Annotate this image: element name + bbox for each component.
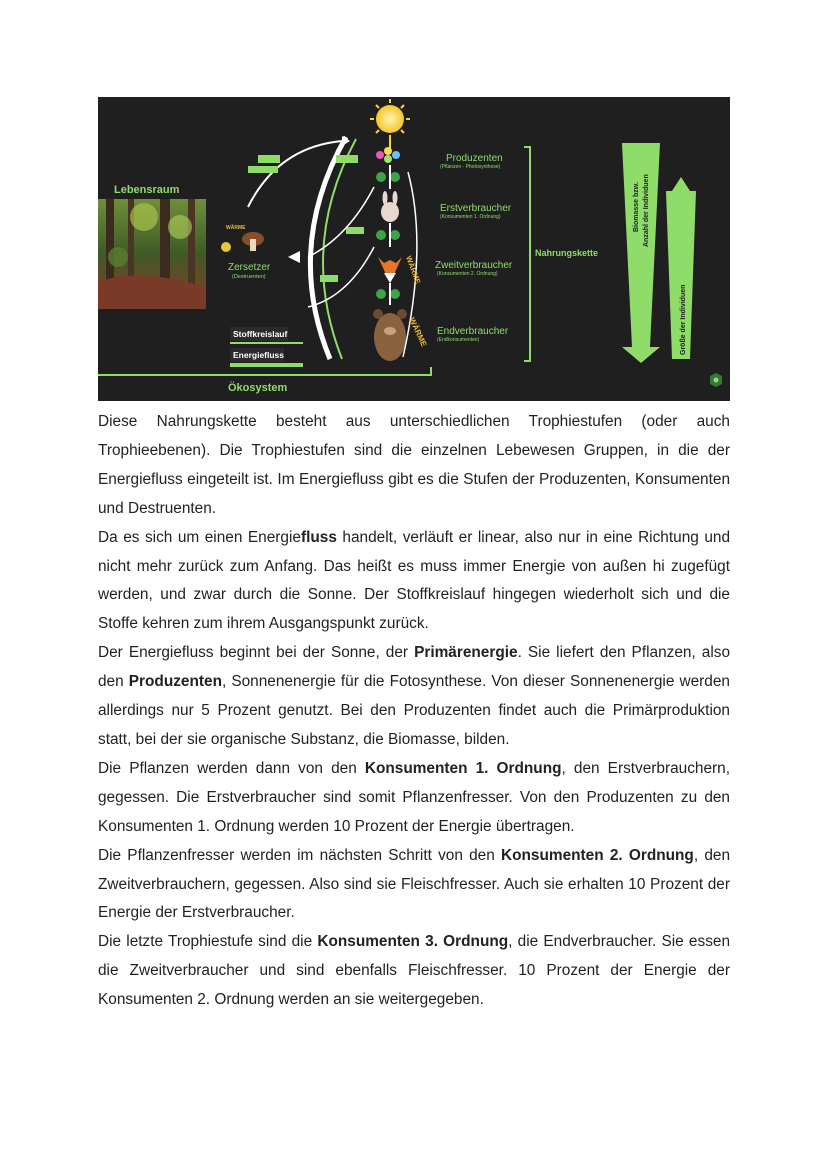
fox-icon <box>378 257 402 283</box>
oekosystem-bracket <box>98 367 431 375</box>
legend-energiefluss: Energiefluss <box>233 350 285 360</box>
level-endverbraucher-sub: (Endkonsumenten) <box>437 337 480 343</box>
trophic-levels <box>435 153 513 343</box>
sun-icon <box>370 99 410 139</box>
paragraph-3: Der Energiefluss beginnt bei der Sonne, der Primärenergie. Sie liefert den Pflanzen, also den Produzenten, Sonnenenergie für die Fotosynthese. Von dieser Sonnenenergie werden allerdings nur 5 Prozent genutzt. Bei den Produzenten findet auch die Primärproduktion statt, bei der sie organische Substanz, die Biomasse, bilden. <box>98 644 730 748</box>
level-zweitverbraucher-sub: (Konsumenten 2. Ordnung) <box>437 271 498 277</box>
biomasse-label: Biomasse bzw. <box>633 182 640 232</box>
legend <box>230 327 303 365</box>
waerme-bear: WÄRME <box>407 316 429 349</box>
lebensraum-label: Lebensraum <box>114 184 180 196</box>
energy-markers <box>376 172 400 299</box>
food-chain-diagram <box>98 97 730 401</box>
plants-icon <box>376 147 400 163</box>
nahrungskette-label: Nahrungskette <box>535 248 599 258</box>
logo-badge-icon <box>710 373 722 387</box>
level-produzenten-sub: (Pflanzen - Photosynthese) <box>440 164 501 170</box>
level-zweitverbraucher: Zweitverbraucher <box>435 260 513 271</box>
paragraph-6: Die letzte Trophiestufe sind die Konsumenten 3. Ordnung, die Endverbraucher. Sie essen die Zweitverbraucher und sind ebenfalls Fleischfresser. 10 Prozent der Energie der Konsumenten 2. Ordnung werden an sie weitergegeben. <box>98 933 731 1009</box>
waerme-fox: WÄRME <box>404 254 423 286</box>
level-erstverbraucher: Erstverbraucher <box>440 203 512 214</box>
document-body <box>98 408 730 1015</box>
level-endverbraucher: Endverbraucher <box>437 326 509 337</box>
waerme-zersetzer: WÄRME <box>226 225 246 231</box>
mushroom-icon <box>221 232 264 252</box>
diagram-svg <box>98 97 730 401</box>
groesse-label: Größe der Individuen <box>680 284 687 355</box>
forest-image <box>98 199 206 309</box>
paragraph-4: Die Pflanzen werden dann von den Konsumenten 1. Ordnung, den Erstverbrauchern, gegessen. Die Erstverbraucher sind somit Pflanzenfresser. Von den Produzenten zu den Konsumenten 1. Ordnung werden 10 Prozent der Energie übertragen. <box>98 759 730 835</box>
bear-icon <box>373 309 407 361</box>
zersetzer-label: Zersetzer <box>228 262 271 273</box>
nahrungskette-bracket <box>524 147 530 361</box>
level-erstverbraucher-sub: (Konsumenten 1. Ordnung) <box>440 214 501 220</box>
paragraph-5: Die Pflanzenfresser werden im nächsten Schritt von den Konsumenten 2. Ordnung, den Zweitverbrauchern, gegessen. Also sind sie Fleischfresser. Auch sie erhalten 10 Prozent der Energie der Erstverbraucher. <box>98 846 731 922</box>
level-produzenten: Produzenten <box>446 153 503 164</box>
paragraph-1: Diese Nahrungskette besteht aus unterschiedlichen Trophiestufen (oder auch Trophieebenen). Die Trophiestufen sind die einzelnen Lebewesen Gruppen, in die der Energiefluss eingeteilt ist. Im Energiefluss gibt es die Stufen der Produzenten, Konsumenten und Destruenten. <box>98 413 730 517</box>
rabbit-icon <box>381 191 399 222</box>
oekosystem-label: Ökosystem <box>228 382 288 394</box>
zersetzer-sub: (Destruenten) <box>232 274 266 280</box>
biomasse-arrow <box>622 143 660 363</box>
legend-stoffkreislauf: Stoffkreislauf <box>233 329 288 339</box>
biomasse-label-2: Anzahl der Individuen <box>643 174 650 247</box>
paragraph-2: Da es sich um einen Energiefluss handelt, verläuft er linear, also nur in eine Richtung und nicht mehr zurück zum Anfang. Das heißt es muss immer Energie von außen hi zugefügt werden, und zwar durch die Sonne. Der Stoffkreislauf hingegen wiederholt sich und die Stoffe kehren zum ihrem Ausgangspunkt zurück. <box>98 528 731 633</box>
